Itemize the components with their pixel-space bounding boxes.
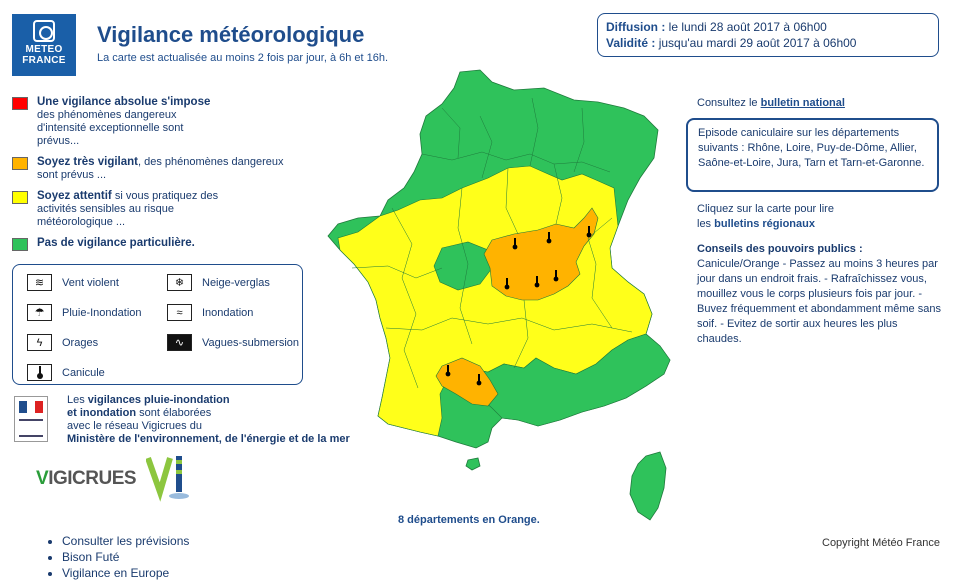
min-text-bold: et inondation	[67, 407, 137, 419]
conseils-title: Conseils des pouvoirs publics :	[697, 243, 863, 255]
conseils-block	[697, 242, 942, 347]
legend-text: , des phénomènes dangereux sont prévus ...	[37, 156, 284, 181]
national-bulletin-line	[697, 96, 942, 111]
pheno-label: Neige-verglas	[202, 277, 270, 289]
vigicrues-text: IGICRUES	[48, 468, 137, 489]
flood-icon: ≈	[167, 304, 192, 321]
legend-title: Pas de vigilance particulière.	[37, 237, 195, 249]
previsions-link[interactable]: Consulter les prévisions	[62, 534, 190, 548]
click-prefix: les	[697, 218, 715, 230]
link-item	[62, 565, 189, 581]
legend-swatch-yellow	[12, 191, 28, 204]
pheno-label: Pluie-Inondation	[62, 307, 142, 319]
legend-swatch-green	[12, 238, 28, 251]
logo-line2: FRANCE	[22, 55, 66, 66]
validite-value: jusqu'au mardi 29 août 2017 à 06h00	[658, 36, 857, 50]
vigilance-legend	[12, 96, 302, 258]
thunderstorm-icon: ϟ	[27, 334, 52, 351]
legend-swatch-orange	[12, 157, 28, 170]
pheno-label: Inondation	[202, 307, 254, 319]
conseils-text: Canicule/Orange - Passez au moins 3 heures par jour dans un endroit frais. - Rafraîchissez vous, mouillez vous le corps plusieurs fois par jour. - Buvez fréquemment et abondamment même sans soif. - Evitez de sortir aux heures les plus chaudes.	[697, 258, 941, 345]
pheno-label: Canicule	[62, 367, 105, 379]
wind-icon: ≋	[27, 274, 52, 291]
legend-item-yellow	[12, 190, 227, 229]
min-text: sont élaborées	[136, 407, 212, 419]
regional-bulletins-link[interactable]: bulletins régionaux	[714, 218, 815, 230]
national-bulletin-link[interactable]: bulletin national	[760, 97, 845, 109]
vigicrues-logo[interactable]	[36, 468, 136, 490]
diffusion-box	[597, 13, 939, 57]
page-title: Vigilance météorologique	[97, 22, 365, 47]
footer-links	[48, 533, 189, 581]
min-text: avec le réseau Vigicrues du	[67, 420, 202, 432]
meteo-france-logo[interactable]	[12, 14, 76, 76]
vigilance-europe-link[interactable]: Vigilance en Europe	[62, 566, 170, 580]
min-text: Les	[67, 394, 88, 406]
min-text-bold: Ministère de l'environnement, de l'énergie et de la mer	[67, 433, 350, 445]
pheno-label: Vagues-submersion	[202, 337, 300, 349]
legend-item-red	[12, 96, 302, 148]
legend-text: des phénomènes dangereux d'intensité exceptionnelle sont prévus...	[37, 109, 184, 147]
snow-ice-icon: ❄	[167, 274, 192, 291]
link-item	[62, 533, 189, 549]
thermometer-icon	[27, 364, 52, 381]
legend-swatch-red	[12, 97, 28, 110]
min-text-bold: vigilances pluie-inondation	[87, 394, 230, 406]
logo-icon	[33, 20, 55, 42]
bison-fute-link[interactable]: Bison Futé	[62, 550, 120, 564]
pheno-label: Vent violent	[62, 277, 119, 289]
pheno-label: Orages	[62, 337, 99, 349]
diffusion-label: Diffusion :	[606, 20, 666, 34]
legend-title: Soyez très vigilant	[37, 156, 138, 168]
vi-logo-icon[interactable]	[146, 452, 192, 502]
legend-title: Une vigilance absolue s'impose	[37, 96, 211, 108]
validite-label: Validité :	[606, 36, 656, 50]
click-line: Cliquez sur la carte pour lire	[697, 203, 834, 215]
france-vigilance-map[interactable]	[292, 68, 682, 538]
waves-submersion-icon: ∿	[167, 334, 192, 351]
logo-line1: METEO	[25, 44, 63, 55]
link-item	[62, 549, 189, 565]
legend-item-orange	[12, 156, 302, 182]
map-corsica[interactable]	[630, 452, 666, 520]
copyright: Copyright Météo France	[822, 537, 940, 549]
map-island[interactable]	[466, 458, 480, 470]
page-subtitle: La carte est actualisée au moins 2 fois par jour, à 6h et 16h.	[97, 52, 389, 64]
rain-flood-icon: ☂	[27, 304, 52, 321]
legend-item-green	[12, 237, 302, 250]
episode-box: Episode caniculaire sur les départements suivants : Rhône, Loire, Puy-de-Dôme, Allier, Saône-et-Loire, Jura, Tarn et Tarn-et-Garonne.	[686, 118, 939, 192]
phenomena-legend	[12, 264, 303, 385]
legend-text: si vous pratiquez des activités sensibles au risque météorologique ...	[37, 190, 219, 228]
map-note: 8 départements en Orange.	[398, 514, 540, 526]
vigicrues-v: V	[36, 468, 49, 489]
diffusion-value: le lundi 28 août 2017 à 06h00	[668, 20, 827, 34]
ministere-logo[interactable]	[14, 396, 48, 442]
consult-prefix: Consultez le	[697, 97, 761, 109]
legend-title: Soyez attentif	[37, 190, 112, 202]
regional-bulletins-line	[697, 202, 942, 232]
